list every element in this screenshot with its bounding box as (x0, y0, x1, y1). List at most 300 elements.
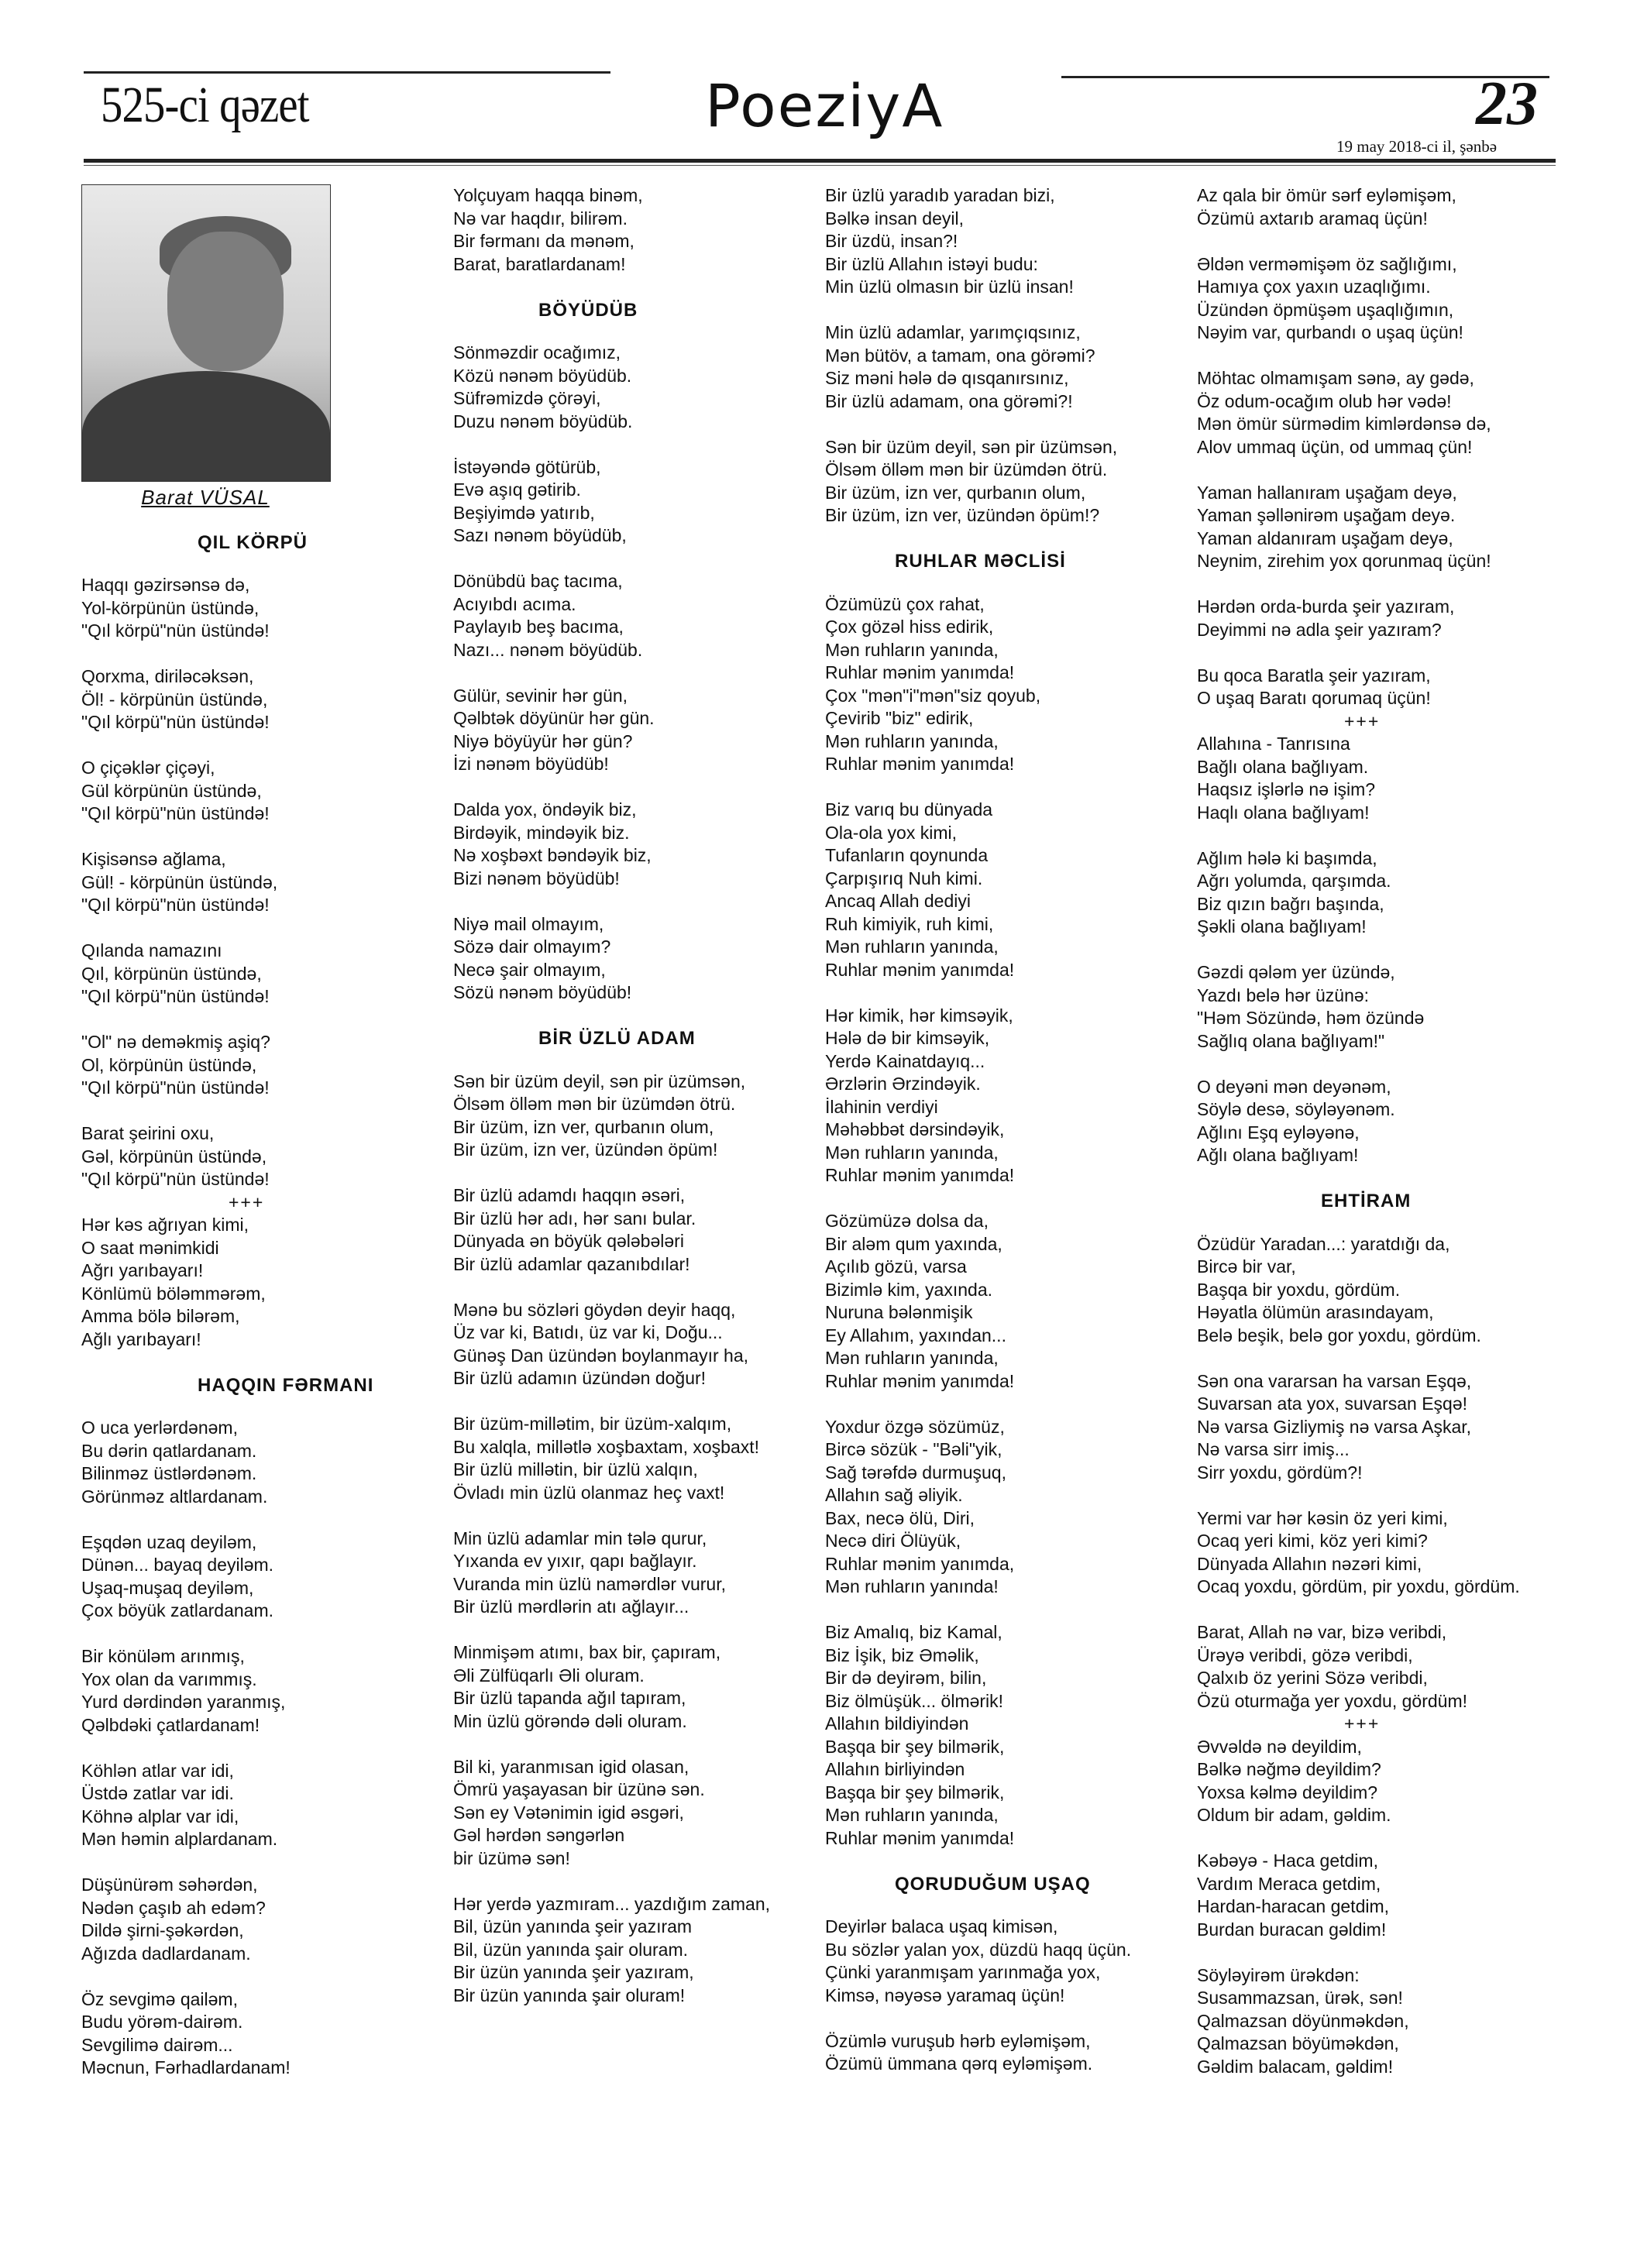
stanza (1197, 1233, 1569, 1348)
verse-line: Bir üzlü millətin, bir üzlü xalqın, (453, 1459, 698, 1479)
verse-line: Dalda yox, öndəyik biz, (453, 799, 637, 820)
stanza (825, 1916, 1197, 2007)
stanza (81, 757, 414, 826)
section-title: PoeziyA (705, 71, 944, 140)
verse-line: Ol, körpünün üstündə, (81, 1054, 257, 1075)
verse-line: Min üzlü görəndə dəli oluram. (453, 1710, 687, 1731)
verse-line: Nəyim var, qurbandı o uşaq üçün! (1197, 322, 1463, 342)
verse-line: Gözümüzə dolsa da, (825, 1211, 989, 1231)
poem-title: EHTİRAM (1321, 1191, 1412, 1211)
verse-line: Süfrəmizdə çörəyi, (453, 388, 601, 408)
verse-line: Bir üzlü tapanda ağıl tapıram, (453, 1688, 686, 1708)
stanza (825, 1005, 1197, 1187)
poem-title: RUHLAR MƏCLİSİ (895, 551, 1066, 572)
stanza (453, 1893, 810, 2008)
verse-line: Ruhlar mənim yanımda! (825, 1370, 1015, 1391)
verse-line: Bir üzlü adamlar qazanıbdılar! (453, 1253, 690, 1274)
verse-line: Vuranda min üzlü namərdlər vurur, (453, 1573, 726, 1594)
verse-line: Nə xoşbəxt bəndəyik biz, (453, 845, 652, 865)
poem-title: BÖYÜDÜB (538, 299, 638, 321)
verse-line: Allahın bildiyindən (825, 1713, 969, 1734)
verse-line: Duzu nənəm böyüdüb. (453, 411, 633, 431)
verse-line: Bu xalqla, millətlə xoşbaxtam, xoşbaxt! (453, 1436, 760, 1457)
verse-line: Qorxma, diriləcəksən, (81, 666, 254, 686)
verse-line: Övladı min üzlü olanmaz heç vaxt! (453, 1482, 725, 1503)
verse-line: Sözü nənəm böyüdüb! (453, 982, 632, 1002)
verse-line: "Qıl körpü"nün üstündə! (81, 895, 270, 915)
stanza (453, 1299, 810, 1390)
verse-line: Bu qoca Baratla şeir yazıram, (1197, 665, 1431, 686)
poem-separator: +++ (229, 1191, 265, 1212)
verse-line: Gülür, sevinir hər gün, (453, 685, 628, 706)
verse-line: Başqa bir şey bilmərik, (825, 1782, 1005, 1802)
author-name: Barat VÜSAL (141, 486, 270, 509)
stanza (1197, 253, 1569, 345)
author-portrait-icon (81, 184, 331, 482)
verse-line: Mən ruhların yanında! (825, 1576, 999, 1596)
verse-line: Üz var ki, Batıdı, üz var ki, Doğu... (453, 1322, 723, 1342)
verse-line: Sağlıq olana bağlıyam!" (1197, 1030, 1385, 1051)
verse-line: Gəl hərdən səngərlən (453, 1825, 625, 1845)
verse-line: Çox gözəl hiss edirik, (825, 617, 994, 637)
verse-line: O uşaq Baratı qorumaq üçün! (1197, 688, 1431, 708)
stanza (1197, 596, 1569, 641)
verse-line: Dildə şirni-şəkərdən, (81, 1920, 244, 1940)
verse-line: Yıxanda ev yıxır, qapı bağlayır. (453, 1551, 697, 1571)
verse-line: Məhəbbət dərsindəyik, (825, 1119, 1005, 1139)
verse-line: O uca yerlərdənəm, (81, 1418, 238, 1438)
verse-line: Yaman şəllənirəm uşağam deyə. (1197, 505, 1456, 525)
stanza (1197, 733, 1569, 824)
verse-line: Qəlbtək döyünür hər gün. (453, 708, 655, 728)
verse-line: Günəş Dan üzündən boylanmayır ha, (453, 1345, 749, 1366)
verse-line: Yerdə Kainatdayıq... (825, 1050, 985, 1071)
verse-line: Mən həmin alplardanam. (81, 1829, 278, 1849)
verse-line: Dünyada ən böyük qələbələri (453, 1231, 684, 1251)
stanza (453, 1756, 810, 1871)
verse-line: Qılanda namazını (81, 940, 222, 960)
verse-line: Paylayıb beş bacıma, (453, 617, 624, 637)
verse-line: Biz qızın bağrı başında, (1197, 893, 1384, 914)
verse-line: Ölsəm ölləm mən bir üzümdən ötrü. (825, 459, 1108, 479)
verse-line: Bil ki, yaranmısan igid olasan, (453, 1756, 689, 1777)
verse-line: Ürəyə veribdi, gözə veribdi, (1197, 1644, 1413, 1665)
stanza (81, 1417, 414, 1508)
verse-line: Hardan-haracan getdim, (1197, 1896, 1390, 1916)
verse-line: Nə varsa sirr imiş... (1197, 1439, 1350, 1459)
verse-line: Barat şeirini oxu, (81, 1123, 215, 1143)
verse-line: "Qıl körpü"nün üstündə! (81, 712, 270, 732)
poem-title: BİR ÜZLÜ ADAM (538, 1028, 696, 1049)
verse-line: Başqa bir şey bilmərik, (825, 1736, 1005, 1757)
poem-title: QORUDUĞUM UŞAQ (895, 1873, 1091, 1895)
verse-line: Nə varsa Gizliymiş nə varsa Aşkar, (1197, 1416, 1472, 1437)
verse-line: Sağ tərəfdə durmuşuq, (825, 1462, 1006, 1483)
stanza (825, 1621, 1197, 1850)
stanza (81, 1122, 414, 1191)
verse-line: Başqa bir yoxdu, gördüm. (1197, 1279, 1401, 1300)
stanza (825, 436, 1197, 527)
verse-line: Haqqı gəzirsənsə də, (81, 575, 250, 595)
verse-line: Bir üzlü adamdı haqqın əsəri, (453, 1185, 686, 1205)
verse-line: Bir üzlü adamam, ona görəmi?! (825, 390, 1073, 411)
verse-line: Min üzlü adamlar, yarımçıqsınız, (825, 322, 1081, 342)
verse-line: Hamıya çox yaxın uzaqlığımı. (1197, 277, 1431, 297)
poem-separator: +++ (1344, 1713, 1381, 1734)
header-rule-left (84, 71, 610, 74)
stanza (825, 184, 1197, 299)
verse-line: Ey Allahım, yaxından... (825, 1325, 1006, 1345)
verse-line: Əli Zülfüqarlı Əli oluram. (453, 1665, 645, 1686)
verse-line: Köhlən atlar var idi, (81, 1760, 234, 1781)
verse-line: "Həm Sözündə, həm özündə (1197, 1008, 1425, 1028)
verse-line: Oldum bir adam, gəldim. (1197, 1805, 1391, 1825)
verse-line: Çevirib "biz" edirik, (825, 708, 974, 728)
verse-line: Könlümü böləmmərəm, (81, 1283, 266, 1304)
verse-line: Bir də deyirəm, bilin, (825, 1668, 987, 1688)
verse-line: Közü nənəm böyüdüb. (453, 365, 632, 386)
issue-date: 19 may 2018-ci il, şənbə (1336, 137, 1498, 156)
verse-line: Öl! - körpünün üstündə, (81, 689, 268, 710)
verse-line: Bu sözlər yalan yox, düzdü haqq üçün. (825, 1939, 1132, 1960)
verse-line: Alov ummaq üçün, od ummaq çün! (1197, 436, 1473, 457)
verse-line: Necə şair olmayım, (453, 959, 606, 980)
verse-line: Bir üzüm, izn ver, üzündən öpüm!? (825, 505, 1100, 525)
verse-line: Söyləyirəm ürəkdən: (1197, 1964, 1360, 1985)
verse-line: Sözə dair olmayım? (453, 936, 611, 957)
stanza (453, 1070, 810, 1162)
verse-line: Burdan buracan gəldim! (1197, 1919, 1387, 1940)
verse-line: Min üzlü olmasın bir üzlü insan! (825, 277, 1074, 297)
verse-line: Bir üzün yanında şair oluram! (453, 1984, 686, 2005)
stanza (81, 1214, 414, 1351)
verse-line: Allahına - Tanrısına (1197, 734, 1350, 754)
verse-line: Möhtac olmamışam sənə, ay gədə, (1197, 368, 1474, 388)
verse-line: Allahın sağ əliyik. (825, 1485, 963, 1505)
verse-line: Özümlə vuruşub hərb eyləmişəm, (825, 2030, 1091, 2051)
verse-line: Budu yörəm-dairəm. (81, 2012, 243, 2032)
verse-line: "Qıl körpü"nün üstündə! (81, 803, 270, 823)
stanza (453, 799, 810, 890)
verse-line: bir üzümə sən! (453, 1847, 570, 1868)
verse-line: Mən bütöv, a tamam, ona görəmi? (825, 345, 1095, 366)
stanza (81, 1531, 414, 1623)
verse-line: Yoxsa kəlmə deyildim? (1197, 1782, 1378, 1802)
stanza (1197, 367, 1569, 459)
verse-line: Həyatla ölümün arasındayam, (1197, 1302, 1434, 1322)
verse-line: Bir üzlü yaradıb yaradan bizi, (825, 185, 1055, 205)
column-4 (1197, 184, 1569, 2101)
verse-line: Hər kəs ağrıyan kimi, (81, 1215, 249, 1235)
verse-line: Ola-ola yox kimi, (825, 822, 957, 843)
verse-line: Mən ruhların yanında, (825, 730, 999, 751)
verse-line: Biz Amalıq, biz Kamal, (825, 1622, 1002, 1642)
verse-line: Qalmazsan döyünməkdən, (1197, 2010, 1409, 2031)
poem-title: HAQQIN FƏRMANI (198, 1374, 374, 1396)
verse-line: Haqlı olana bağlıyam! (1197, 802, 1370, 823)
verse-line: Dönübdü baç tacıma, (453, 571, 623, 591)
verse-line: Barat, Allah nə var, bizə veribdi, (1197, 1622, 1447, 1642)
verse-line: Belə beşik, belə gor yoxdu, gördüm. (1197, 1325, 1481, 1345)
stanza (825, 1210, 1197, 1393)
verse-line: Nə var haqdır, bilirəm. (453, 208, 628, 229)
verse-line: Deyirlər balaca uşaq kimisən, (825, 1916, 1058, 1936)
verse-line: Düşünürəm səhərdən, (81, 1875, 258, 1895)
verse-line: Nazı... nənəm böyüdüb. (453, 639, 643, 660)
verse-line: "Qıl körpü"nün üstündə! (81, 1169, 270, 1189)
stanza (81, 1874, 414, 1965)
verse-line: Mən ruhların yanında, (825, 1348, 999, 1368)
verse-line: Bağlı olana bağlıyam. (1197, 756, 1369, 777)
verse-line: Kəbəyə - Haca getdim, (1197, 1850, 1378, 1871)
verse-line: "Ol" nə deməkmiş aşiq? (81, 1032, 270, 1052)
verse-line: Yazdı belə hər üzünə: (1197, 985, 1370, 1005)
verse-line: Bir könüləm arınmış, (81, 1646, 245, 1666)
verse-line: Ruhlar mənim yanımda! (825, 662, 1015, 682)
verse-line: Qəlbdəki çatlardanam! (81, 1714, 260, 1735)
verse-line: Necə diri Ölüyük, (825, 1531, 961, 1551)
stanza (81, 665, 414, 734)
verse-line: O saat mənimkidi (81, 1237, 219, 1258)
verse-line: Məcnun, Fərhadlardanam! (81, 2057, 291, 2077)
verse-line: Min üzlü adamlar min tələ qurur, (453, 1527, 707, 1548)
verse-line: Ruhlar mənim yanımda! (825, 754, 1015, 774)
verse-line: Bircə bir var, (1197, 1256, 1296, 1277)
stanza (453, 342, 810, 433)
stanza (81, 1760, 414, 1851)
verse-line: Bu dərin qatlardanam. (81, 1440, 257, 1461)
column-3 (825, 184, 1197, 2098)
verse-line: Sazı nənəm böyüdüb, (453, 525, 627, 545)
verse-line: Sirr yoxdu, gördüm?! (1197, 1462, 1363, 1483)
stanza (453, 1641, 810, 1733)
verse-line: Çox böyük zatlardanam. (81, 1600, 274, 1620)
verse-line: Bir üzdü, insan?! (825, 231, 958, 251)
verse-line: Bil, üzün yanında şeir yazıram (453, 1916, 693, 1936)
stanza (1197, 1076, 1569, 1167)
verse-line: Beşiyimdə yatırıb, (453, 502, 595, 523)
verse-line: Yoxdur özgə sözümüz, (825, 1416, 1005, 1437)
verse-line: Nuruna bələnmişik (825, 1302, 973, 1322)
verse-line: Birdəyik, mindəyik biz. (453, 822, 630, 843)
verse-line: Sevgilimə dairəm... (81, 2034, 233, 2055)
verse-line: Bir fərmanı da mənəm, (453, 231, 634, 251)
verse-line: Tufanların qoynunda (825, 845, 989, 865)
verse-line: Ancaq Allah dediyi (825, 891, 971, 911)
verse-line: Evə aşıq gətirib. (453, 479, 581, 500)
verse-line: Üstdə zatlar var idi. (81, 1783, 234, 1803)
verse-line: Amma bölə bilərəm, (81, 1306, 240, 1326)
verse-line: Yolçuyam haqqa binəm, (453, 185, 643, 205)
verse-line: Üzündən öpmüşəm uşaqlığımın, (1197, 299, 1454, 320)
verse-line: Ağızda dadlardanam. (81, 1943, 251, 1964)
verse-line: Çarpışırıq Nuh kimi. (825, 868, 983, 888)
verse-line: Bəlkə insan deyil, (825, 208, 964, 229)
verse-line: Mən ruhların yanında, (825, 1142, 999, 1163)
verse-line: İzi nənəm böyüdüb! (453, 754, 609, 774)
verse-line: Acıyıbdı acıma. (453, 593, 576, 614)
verse-line: Açılıb gözü, varsa (825, 1256, 967, 1277)
stanza (453, 913, 810, 1005)
verse-line: Mən ruhların yanında, (825, 1805, 999, 1825)
verse-line: Özü oturmağa yer yoxdu, gördüm! (1197, 1690, 1467, 1711)
verse-line: Bizi nənəm böyüdüb! (453, 868, 620, 888)
poem-separator: +++ (1344, 710, 1381, 731)
verse-line: Mənə bu sözləri göydən deyir haqq, (453, 1299, 736, 1320)
verse-line: "Qıl körpü"nün üstündə! (81, 1077, 270, 1098)
verse-line: Sən bir üzüm deyil, sən pir üzümsən, (453, 1070, 746, 1091)
verse-line: Özümüzü çox rahat, (825, 593, 985, 614)
verse-line: Öz sevgimə qailəm, (81, 1988, 238, 2009)
verse-line: Sən ey Vətənimin igid əsgəri, (453, 1802, 684, 1823)
verse-line: Bir üzlü mərdlərin atı ağlayır... (453, 1596, 689, 1617)
verse-line: Vardım Meraca getdim, (1197, 1873, 1381, 1894)
verse-line: Ocaq yoxdu, gördüm, pir yoxdu, gördüm. (1197, 1576, 1520, 1596)
verse-line: Barat, baratlardanam! (453, 253, 626, 274)
verse-line: Qalxıb öz yerini Sözə veribdi, (1197, 1668, 1428, 1688)
stanza (453, 1413, 810, 1504)
verse-line: Ruhlar mənim yanımda! (825, 1827, 1015, 1848)
stanza (81, 1988, 414, 2080)
verse-line: Mən ruhların yanında, (825, 639, 999, 660)
verse-line: Özümü axtarıb aramaq üçün! (1197, 208, 1428, 229)
stanza (453, 1184, 810, 1276)
verse-line: Bir üzüm, izn ver, üzündən öpüm! (453, 1139, 718, 1160)
verse-line: Bir üzlü adamın üzündən doğur! (453, 1368, 707, 1388)
verse-line: Neynim, zirehim yox qorunmaq üçün! (1197, 551, 1491, 571)
verse-line: Az qala bir ömür sərf eyləmişəm, (1197, 185, 1456, 205)
stanza (81, 848, 414, 917)
verse-line: Hələ də bir kimsəyik, (825, 1028, 990, 1048)
verse-line: Bax, necə ölü, Diri, (825, 1507, 975, 1528)
stanza (1197, 1507, 1569, 1599)
verse-line: Ömrü yaşayasan bir üzünə sən. (453, 1779, 705, 1799)
stanza (1197, 665, 1569, 710)
verse-line: Gəl, körpünün üstündə, (81, 1146, 267, 1167)
stanza (1197, 1964, 1569, 2079)
verse-line: Niyə böyüyür hər gün? (453, 730, 633, 751)
page-number: 23 (1476, 70, 1538, 138)
verse-line: Sönməzdir ocağımız, (453, 342, 621, 363)
verse-line: Yurd dərdindən yaranmış, (81, 1692, 286, 1712)
verse-line: İstəyəndə götürüb, (453, 456, 601, 477)
stanza (825, 321, 1197, 413)
verse-line: Gül! - körpünün üstündə, (81, 871, 278, 892)
stanza (453, 1527, 810, 1619)
verse-line: Ağlım hələ ki başımda, (1197, 847, 1377, 868)
column-1 (81, 184, 414, 2102)
verse-line: Ağlı olana bağlıyam! (1197, 1145, 1359, 1165)
verse-line: Çox "mən"i"mən"siz qoyub, (825, 685, 1041, 706)
verse-line: Dünyada Allahın nəzəri kimi, (1197, 1553, 1422, 1574)
verse-line: Bilinməz üstlərdənəm. (81, 1463, 257, 1483)
verse-line: "Qıl körpü"nün üstündə! (81, 986, 270, 1006)
verse-line: Ocaq yeri kimi, köz yeri kimi? (1197, 1531, 1428, 1551)
stanza (1197, 961, 1569, 1053)
verse-line: Nədən çaşıb ah edəm? (81, 1897, 266, 1918)
verse-line: Mən ömür sürmədim kimlərdənsə də, (1197, 414, 1491, 434)
verse-line: Mən ruhların yanında, (825, 936, 999, 957)
header-rule-bottom-thin (84, 165, 1556, 166)
verse-line: Ölsəm ölləm mən bir üzümdən ötrü. (453, 1094, 736, 1114)
verse-line: Susammazsan, ürək, sən! (1197, 1988, 1403, 2008)
verse-line: Ruhlar mənim yanımda! (825, 959, 1015, 980)
verse-line: Ərzlərin Ərzindəyik. (825, 1074, 981, 1094)
issue-title: 525-ci qəzet (101, 77, 309, 133)
verse-line: Kimsə, nəyəsə yaramaq üçün! (825, 1984, 1065, 2005)
stanza (1197, 1736, 1569, 1827)
verse-line: Qıl, körpünün üstündə, (81, 963, 262, 984)
verse-line: Bir üzlü Allahın istəyi budu: (825, 253, 1038, 274)
poem-title: QIL KÖRPÜ (198, 531, 308, 553)
verse-line: Siz məni hələ də qısqanırsınız, (825, 368, 1069, 388)
verse-line: Gül körpünün üstündə, (81, 780, 262, 801)
verse-line: Biz İşik, biz Əməlik, (825, 1644, 979, 1665)
verse-line: Əvvəldə nə deyildim, (1197, 1736, 1362, 1757)
stanza (1197, 184, 1569, 230)
verse-line: Bir üzlü hər adı, hər sanı bular. (453, 1208, 696, 1228)
verse-line: Yox olan da varımmış. (81, 1668, 257, 1689)
verse-line: Bizimlə kim, yaxında. (825, 1279, 993, 1300)
verse-line: Suvarsan ata yox, suvarsan Eşqə! (1197, 1393, 1468, 1414)
stanza (825, 593, 1197, 776)
stanza (81, 574, 414, 643)
stanza (825, 799, 1197, 981)
stanza (1197, 1621, 1569, 1713)
header-rule-bottom (84, 159, 1556, 163)
stanza (453, 456, 810, 548)
verse-line: Bir üzüm-millətim, bir üzüm-xalqım, (453, 1414, 732, 1434)
stanza (81, 940, 414, 1009)
stanza (81, 1031, 414, 1100)
verse-line: Öz odum-ocağım olub hər vədə! (1197, 390, 1452, 411)
verse-line: Yermi var hər kəsin öz yeri kimi, (1197, 1507, 1448, 1528)
verse-line: O deyəni mən deyənəm, (1197, 1076, 1391, 1097)
stanza (453, 184, 810, 276)
verse-line: Biz varıq bu dünyada (825, 799, 993, 820)
verse-line: Yaman aldanıram uşağam deyə, (1197, 527, 1453, 548)
verse-line: Ağlı yarıbayarı! (81, 1328, 201, 1349)
verse-line: Bir üzün yanında şeir yazıram, (453, 1962, 694, 1982)
verse-line: Köhnə alplar var idi, (81, 1806, 239, 1826)
verse-line: Haqsız işlərlə nə işim? (1197, 779, 1376, 799)
verse-line: Gəldim balacam, gəldim! (1197, 2056, 1394, 2077)
column-2 (453, 184, 810, 2030)
verse-line: Əldən verməmişəm öz sağlığımı, (1197, 253, 1457, 274)
stanza (1197, 482, 1569, 573)
verse-line: Kişisənsə ağlama, (81, 849, 226, 869)
verse-line: "Qıl körpü"nün üstündə! (81, 620, 270, 641)
verse-line: Söylə desə, söyləyənəm. (1197, 1099, 1395, 1119)
verse-line: Dünən... bayaq deyiləm. (81, 1555, 274, 1575)
stanza (453, 685, 810, 776)
verse-line: Ruh kimiyik, ruh kimi, (825, 913, 994, 934)
verse-line: Ruhlar mənim yanımda, (825, 1553, 1015, 1574)
verse-line: Özümü ümmana qərq eyləmişəm. (825, 2053, 1093, 2074)
verse-line: Bir üzüm, izn ver, qurbanın olum, (825, 482, 1086, 503)
verse-line: Bil, üzün yanında şair oluram. (453, 1939, 688, 1960)
verse-line: Çünki yaranmışam yarınmağa yox, (825, 1962, 1101, 1982)
stanza (825, 2030, 1197, 2076)
verse-line: Hər kimik, hər kimsəyik, (825, 1005, 1013, 1026)
verse-line: Minmişəm atımı, bax bir, çapıram, (453, 1642, 721, 1662)
verse-line: Yol-körpünün üstündə, (81, 597, 260, 618)
stanza (81, 1645, 414, 1737)
verse-line: Bəlkə nəğmə deyildim? (1197, 1759, 1381, 1779)
verse-line: Sən bir üzüm deyil, sən pir üzümsən, (825, 436, 1118, 457)
stanza (825, 1416, 1197, 1599)
verse-line: Görünməz altlardanam. (81, 1486, 268, 1507)
